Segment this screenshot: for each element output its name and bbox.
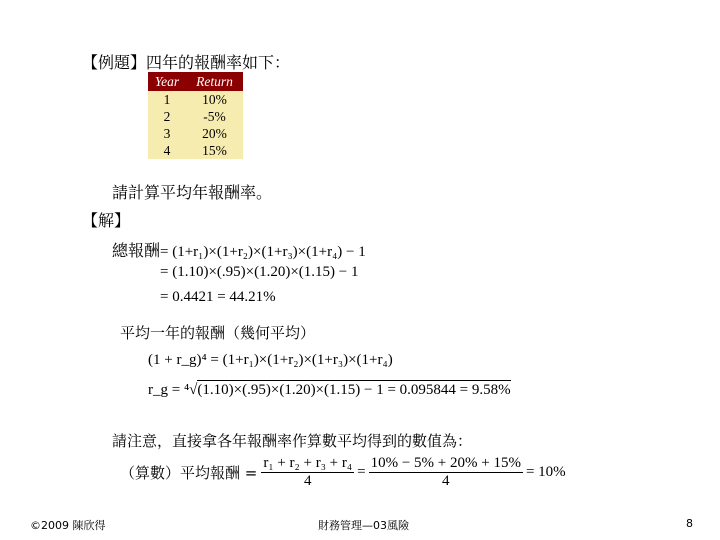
total-return-label: 總報酬 <box>112 241 161 260</box>
rg-root: r_g = ⁴√ <box>148 382 198 398</box>
note-text: 請注意，直接拿各年報酬率作算數平均得到的數值為： <box>112 432 473 450</box>
year-cell: 1 <box>148 91 186 108</box>
footer-title: 財務管理—03風險 <box>318 519 409 532</box>
arithmetic-result: = 10% <box>525 464 566 480</box>
equals-sign: = <box>357 464 366 480</box>
table-row <box>148 125 243 142</box>
return-cell: -5% <box>186 108 243 125</box>
year-cell: 3 <box>148 125 186 142</box>
table-header-row <box>148 72 243 91</box>
table-row <box>148 142 243 159</box>
total-return-formula: = (1+r₁)×(1+r₂)×(1+r₃)×(1+r₄) − 1 <box>160 244 366 260</box>
fraction-numerator: 10% − 5% + 20% + 15% <box>370 455 521 471</box>
geometric-heading: 平均一年的報酬（幾何平均） <box>120 324 316 342</box>
example-heading: 【例題】四年的報酬率如下： <box>82 53 291 72</box>
arithmetic-label: （算數）平均報酬 = <box>120 464 258 482</box>
return-cell: 15% <box>186 142 243 159</box>
fraction-denominator: 4 <box>303 473 312 489</box>
arithmetic-fraction-symbolic <box>261 455 354 490</box>
table-row <box>148 108 243 125</box>
year-cell: 2 <box>148 108 186 125</box>
year-cell: 4 <box>148 142 186 159</box>
geometric-equation: (1 + r_g)⁴ = (1+r₁)×(1+r₂)×(1+r₃)×(1+r₄) <box>148 352 393 368</box>
question-text: 請計算平均年報酬率。 <box>112 183 273 202</box>
arithmetic-mean <box>120 455 566 490</box>
fraction-denominator: 4 <box>442 473 450 489</box>
arithmetic-fraction-numeric <box>369 455 523 490</box>
year-header: Year <box>148 72 186 91</box>
solution-heading: 【解】 <box>82 211 131 230</box>
return-header: Return <box>186 72 243 91</box>
total-return-line3: = 0.4421 = 44.21% <box>160 289 276 305</box>
total-return-line1 <box>112 238 366 261</box>
table-row <box>148 91 243 108</box>
returns-table <box>148 72 243 159</box>
fraction-numerator: r₁ + r₂ + r₃ + r₄ <box>263 455 353 471</box>
return-cell: 20% <box>186 125 243 142</box>
rg-radicand: (1.10)×(.95)×(1.20)×(1.15) − 1 = 0.095844 = 9.58% <box>197 382 511 398</box>
total-return-line2: = (1.10)×(.95)×(1.20)×(1.15) − 1 <box>160 264 359 280</box>
geometric-result <box>148 382 511 399</box>
footer-copyright: ©2009 陳欣得 <box>30 519 106 532</box>
page-number: 8 <box>686 517 693 530</box>
return-cell: 10% <box>186 91 243 108</box>
